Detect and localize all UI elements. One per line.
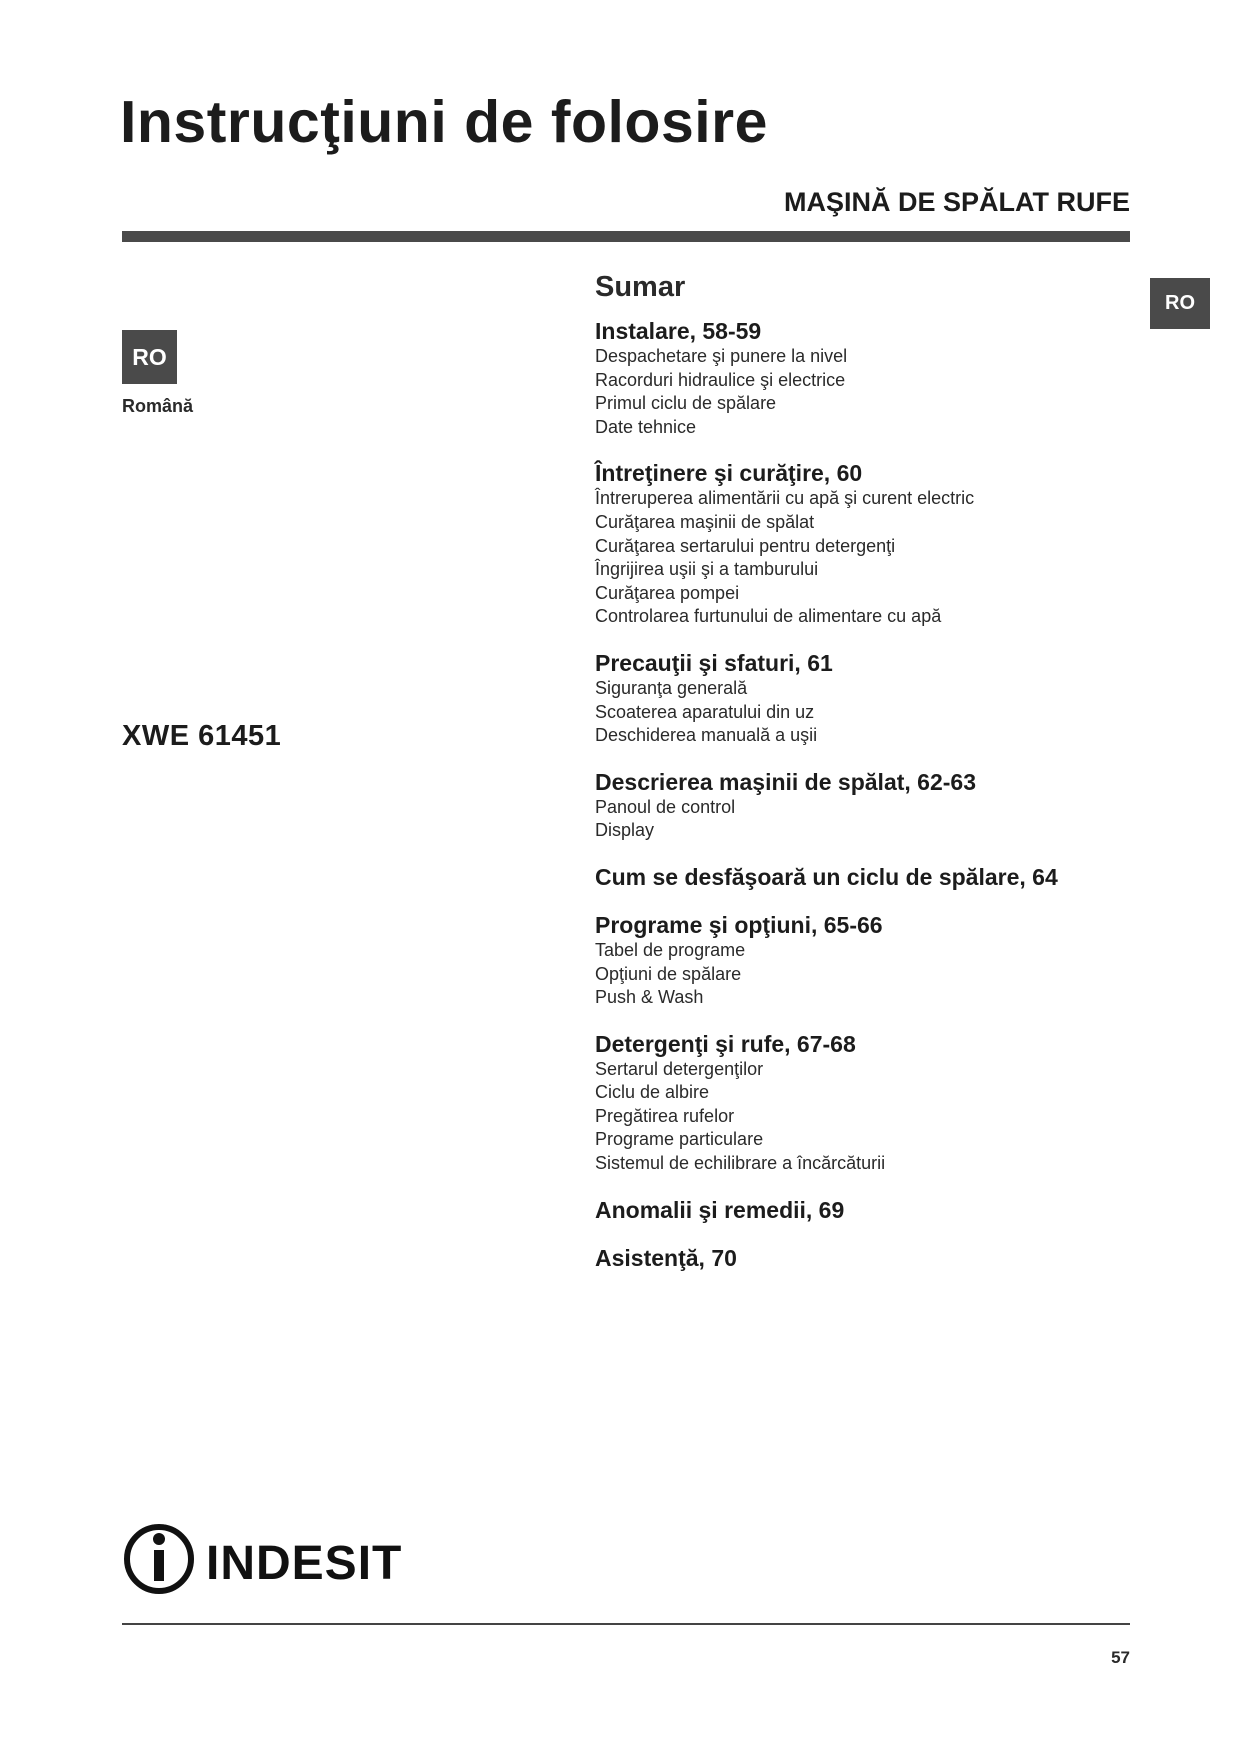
- toc-item: Curăţarea maşinii de spălat: [595, 511, 815, 532]
- toc-item: Panoul de control: [595, 796, 736, 817]
- language-badge: RO: [122, 330, 177, 384]
- product-subtitle: MAŞINĂ DE SPĂLAT RUFE: [783, 187, 1130, 217]
- toc-item: Opţiuni de spălare: [595, 963, 742, 984]
- toc-section-title: Asistenţă, 70: [595, 1244, 737, 1271]
- toc-item: Primul ciclu de spălare: [595, 393, 777, 414]
- toc-item: Pregătirea rufelor: [595, 1105, 735, 1126]
- toc-item: Sistemul de echilibrare a încărcăturii: [595, 1153, 886, 1174]
- toc-section: [595, 459, 1155, 629]
- toc-section: [595, 863, 1155, 891]
- toc-item: Display: [595, 820, 655, 841]
- brand-logo: [122, 1518, 412, 1605]
- toc-item: Sertarul detergenţilor: [595, 1058, 764, 1079]
- toc-item: Push & Wash: [595, 987, 704, 1008]
- toc-item: Tabel de programe: [595, 939, 746, 960]
- toc-item: Programe particulare: [595, 1129, 764, 1150]
- toc-section-title: Anomalii şi remedii, 69: [595, 1196, 845, 1223]
- language-name: Română: [122, 396, 194, 416]
- toc-section: [595, 768, 1155, 843]
- toc-section-title: Programe şi opţiuni, 65-66: [595, 911, 883, 938]
- toc-item: Îngrijirea uşii şi a tamburului: [595, 559, 819, 580]
- toc-item: Controlarea furtunului de alimentare cu apă: [595, 606, 942, 627]
- indesit-logo-icon: [122, 1518, 412, 1600]
- toc-item: Racorduri hidraulice şi electrice: [595, 369, 846, 390]
- toc-section: [595, 1030, 1155, 1176]
- toc-section: [595, 911, 1155, 1010]
- brand-wordmark: INDESIT: [206, 1537, 403, 1590]
- language-tab: RO: [1150, 278, 1210, 329]
- toc-section-title: Descrierea maşinii de spălat, 62-63: [595, 768, 976, 795]
- toc-section-title: Instalare, 58-59: [595, 318, 762, 344]
- toc-item: Curăţarea pompei: [595, 582, 740, 603]
- toc-section: [595, 1196, 1155, 1224]
- page-title: Instrucţiuni de folosire: [120, 89, 768, 155]
- model-number: XWE 61451: [122, 720, 282, 752]
- toc-section: [595, 317, 1155, 439]
- toc-heading: Sumar: [595, 271, 686, 303]
- page-number: 57: [1111, 1648, 1130, 1667]
- toc-item: Despachetare şi punere la nivel: [595, 346, 848, 366]
- toc-item: Întreruperea alimentării cu apă şi curent electric: [595, 488, 975, 509]
- toc-sections: [595, 317, 1155, 1272]
- toc-section: [595, 649, 1155, 748]
- toc-item: Siguranţa generală: [595, 677, 748, 698]
- toc-item: Ciclu de albire: [595, 1082, 710, 1103]
- toc-section-title: Precauţii şi sfaturi, 61: [595, 649, 833, 676]
- toc-section-title: Întreţinere şi curăţire, 60: [595, 460, 863, 487]
- toc-section-title: Detergenţi şi rufe, 67-68: [595, 1030, 856, 1057]
- toc-item: Curăţarea sertarului pentru detergenţi: [595, 535, 896, 556]
- header-divider: [122, 231, 1130, 242]
- toc-section-title: Cum se desfăşoară un ciclu de spălare, 64: [595, 863, 1058, 890]
- toc-item: Date tehnice: [595, 416, 697, 437]
- toc-item: Scoaterea aparatului din uz: [595, 701, 815, 722]
- toc-section: [595, 1244, 1155, 1272]
- footer-divider: [122, 1623, 1130, 1625]
- toc-item: Deschiderea manuală a uşii: [595, 725, 818, 746]
- table-of-contents: [595, 271, 1155, 1292]
